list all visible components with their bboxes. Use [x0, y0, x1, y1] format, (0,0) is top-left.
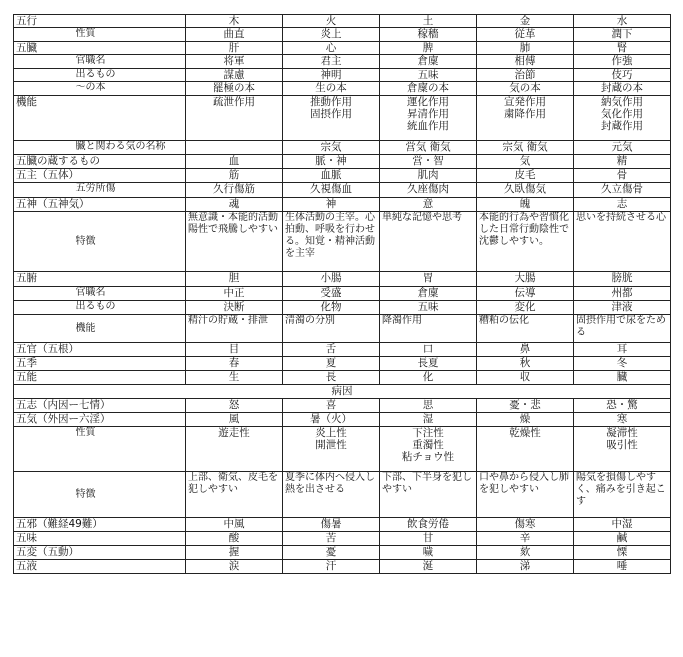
cell: 上部、衛気、皮毛を犯しやすい: [186, 472, 283, 518]
cell: 推動作用 固摂作用: [283, 96, 380, 141]
cell: 凝滞性 吸引性: [574, 427, 671, 472]
table-row: [14, 198, 671, 212]
cell: 久座傷肉: [380, 183, 477, 198]
cell: 怒: [186, 399, 283, 413]
row-sublabel: 官職名: [74, 55, 186, 69]
cell: 秋: [477, 357, 574, 371]
cell: 単純な記憶や思考: [380, 212, 477, 272]
row-label: 五行: [14, 15, 74, 28]
cell: 伎巧: [574, 69, 671, 82]
row-sublabel: 特徴: [74, 212, 186, 272]
cell: 風: [186, 413, 283, 427]
cell: 膀胱: [574, 272, 671, 287]
row-label: 五臓: [14, 42, 74, 55]
row-sublabel: 臓と関わる気の名称: [74, 141, 186, 155]
table-row: [14, 301, 671, 315]
cell: 恐・驚: [574, 399, 671, 413]
cell: 乾燥性: [477, 427, 574, 472]
cell: 精汁の貯蔵・排泄: [186, 315, 283, 343]
cell: 夏: [283, 357, 380, 371]
row-label: 五神（五神気）: [14, 198, 186, 212]
cell: 長夏: [380, 357, 477, 371]
cell: 血: [186, 155, 283, 169]
row-label: 五腑: [14, 272, 74, 287]
table-row: [14, 371, 671, 385]
cell: 辛: [477, 532, 574, 546]
cell: 耳: [574, 343, 671, 357]
row-label: 機能: [14, 96, 74, 141]
cell: 罷極の本: [186, 82, 283, 96]
cell: 生体活動の主宰。心拍動、呼吸を行わせる。知覚・精神活動を主宰: [283, 212, 380, 272]
cell: 陽気を損傷しやすく、痛みを引き起こす: [574, 472, 671, 518]
cell: 暑（火）: [283, 413, 380, 427]
row-sublabel: 出るもの: [74, 69, 186, 82]
cell: 酸: [186, 532, 283, 546]
cell: 炎上: [283, 28, 380, 42]
col-earth: 土: [380, 15, 477, 28]
table-row: [14, 546, 671, 560]
cell: 化物: [283, 301, 380, 315]
table-row: [14, 518, 671, 532]
row-sublabel: 性質: [74, 427, 186, 472]
cell: 君主: [283, 55, 380, 69]
table-row: [14, 472, 671, 518]
cell: 精: [574, 155, 671, 169]
cell: 心: [283, 42, 380, 55]
cell: 胃: [380, 272, 477, 287]
cell: 春: [186, 357, 283, 371]
table-row: [14, 357, 671, 371]
row-label: 五志（内因ー七情）: [14, 399, 186, 413]
cell: 大腸: [477, 272, 574, 287]
cell: 舌: [283, 343, 380, 357]
col-fire: 火: [283, 15, 380, 28]
cell: 涙: [186, 560, 283, 574]
table-row: [14, 532, 671, 546]
cell: 冬: [574, 357, 671, 371]
cell: 伝導: [477, 287, 574, 301]
cell: 長: [283, 371, 380, 385]
cell: 喜: [283, 399, 380, 413]
cell: 魄: [477, 198, 574, 212]
cell: 鹹: [574, 532, 671, 546]
row-label: 五邪（難経49難）: [14, 518, 186, 532]
cell: 封蔵の本: [574, 82, 671, 96]
cell: 燥: [477, 413, 574, 427]
cell: 脾: [380, 42, 477, 55]
cell: 営気 衛気: [380, 141, 477, 155]
cell: 涎: [380, 560, 477, 574]
cell: 収: [477, 371, 574, 385]
cell: 謀慮: [186, 69, 283, 82]
cell: 疏泄作用: [186, 96, 283, 141]
cell: 口: [380, 343, 477, 357]
cell: 皮毛: [477, 169, 574, 183]
cell: 魂: [186, 198, 283, 212]
cell: 臓: [574, 371, 671, 385]
cell: 気: [477, 155, 574, 169]
cell: 倉廩の本: [380, 82, 477, 96]
table-row: [14, 287, 671, 301]
table-row: [14, 560, 671, 574]
cell: 握: [186, 546, 283, 560]
cell: 変化: [477, 301, 574, 315]
cell: 津液: [574, 301, 671, 315]
cell: 倉廩: [380, 287, 477, 301]
row-sublabel: 機能: [74, 315, 186, 343]
table-row: [14, 55, 671, 69]
cell: 倉廩: [380, 55, 477, 69]
row-label: 五変（五動）: [14, 546, 186, 560]
row-sublabel: 特徴: [74, 472, 186, 518]
cell: 五味: [380, 301, 477, 315]
cell: 意: [380, 198, 477, 212]
cell: 受盛: [283, 287, 380, 301]
cell: 小腸: [283, 272, 380, 287]
cell: [186, 141, 283, 155]
cell: 従革: [477, 28, 574, 42]
row-label: 五液: [14, 560, 186, 574]
cell: 曲直: [186, 28, 283, 42]
cell: 涕: [477, 560, 574, 574]
cell: 筋: [186, 169, 283, 183]
cell: 気の本: [477, 82, 574, 96]
cell: 宗気: [283, 141, 380, 155]
cell: 思いを持続させる心: [574, 212, 671, 272]
row-sublabel: 性質: [74, 28, 186, 42]
row-label: 五能: [14, 371, 186, 385]
cell: 作強: [574, 55, 671, 69]
cell: 血脈: [283, 169, 380, 183]
row-sublabel: 官職名: [74, 287, 186, 301]
row-label: 五臓の蔵するもの: [14, 155, 186, 169]
cell: 汗: [283, 560, 380, 574]
col-metal: 金: [477, 15, 574, 28]
cell: 飲食労倦: [380, 518, 477, 532]
cell: 州都: [574, 287, 671, 301]
cell: 欬: [477, 546, 574, 560]
cell: 中湿: [574, 518, 671, 532]
cell: 憂・悲: [477, 399, 574, 413]
cell: 生: [186, 371, 283, 385]
table-row: [14, 69, 671, 82]
cell: 思: [380, 399, 477, 413]
cell: 炎上性 開泄性: [283, 427, 380, 472]
table-row: [14, 272, 671, 287]
cell: 腎: [574, 42, 671, 55]
cell: 決断: [186, 301, 283, 315]
cell: 宣発作用 粛降作用: [477, 96, 574, 141]
cell: 固摂作用で尿をためる: [574, 315, 671, 343]
cell: 鼻: [477, 343, 574, 357]
cell: 慄: [574, 546, 671, 560]
cell: 化: [380, 371, 477, 385]
cell: 久臥傷気: [477, 183, 574, 198]
cell: 噦: [380, 546, 477, 560]
cell: 稼穡: [380, 28, 477, 42]
table-row: [14, 399, 671, 413]
row-sublabel: 五労所傷: [74, 183, 186, 198]
table-row: [14, 343, 671, 357]
row-label: 五季: [14, 357, 186, 371]
cell: 久行傷筋: [186, 183, 283, 198]
cell: 志: [574, 198, 671, 212]
cell: 傷寒: [477, 518, 574, 532]
table-row: [14, 413, 671, 427]
col-water: 水: [574, 15, 671, 28]
row-sublabel: 出るもの: [74, 301, 186, 315]
cell: 中正: [186, 287, 283, 301]
cell: 夏季に体内へ侵入し熱を出させる: [283, 472, 380, 518]
cell: 骨: [574, 169, 671, 183]
cell: 久立傷骨: [574, 183, 671, 198]
table-row: [14, 141, 671, 155]
col-wood: 木: [186, 15, 283, 28]
cell: 中風: [186, 518, 283, 532]
table-row: [14, 28, 671, 42]
cell: 生の本: [283, 82, 380, 96]
cell: 傷暑: [283, 518, 380, 532]
cell: 胆: [186, 272, 283, 287]
row-sublabel: 〜の本: [74, 82, 186, 96]
cell: 納気作用 気化作用 封蔵作用: [574, 96, 671, 141]
cell: 甘: [380, 532, 477, 546]
cell: 肺: [477, 42, 574, 55]
cell: 糟粕の伝化: [477, 315, 574, 343]
table-row: [14, 212, 671, 272]
cell: 治節: [477, 69, 574, 82]
cell: 降濁作用: [380, 315, 477, 343]
cell: 遊走性: [186, 427, 283, 472]
cell: 元気: [574, 141, 671, 155]
cell: 神明: [283, 69, 380, 82]
table-row: [14, 427, 671, 472]
cell: 寒: [574, 413, 671, 427]
cell: 無意識・本能的活動 陽性で飛騰しやすい: [186, 212, 283, 272]
cell: 久視傷血: [283, 183, 380, 198]
table-row: [14, 315, 671, 343]
section-title: 病因: [14, 385, 671, 399]
cell: 五味: [380, 69, 477, 82]
cell: 営・智: [380, 155, 477, 169]
cell: 宗気 衛気: [477, 141, 574, 155]
cell: 清濁の分別: [283, 315, 380, 343]
section-row: [14, 385, 671, 399]
cell: 苦: [283, 532, 380, 546]
cell: 潤下: [574, 28, 671, 42]
table-row: [14, 169, 671, 183]
five-elements-table: [13, 14, 671, 574]
cell: 相傅: [477, 55, 574, 69]
cell: 本能的行為や習慣化した日常行動陰性で沈鬱しやすい。: [477, 212, 574, 272]
cell: 将軍: [186, 55, 283, 69]
table-row: [14, 82, 671, 96]
row-label: 五気（外因ー六淫）: [14, 413, 186, 427]
row-label: 五主（五体）: [14, 169, 186, 183]
table-row: [14, 155, 671, 169]
cell: 脈・神: [283, 155, 380, 169]
table-row: [14, 42, 671, 55]
cell: 下注性 重濁性 粘チョウ性: [380, 427, 477, 472]
table-row: [14, 96, 671, 141]
header-row: [14, 15, 671, 28]
cell: 肌肉: [380, 169, 477, 183]
cell: 目: [186, 343, 283, 357]
cell: 湿: [380, 413, 477, 427]
cell: 神: [283, 198, 380, 212]
table-row: [14, 183, 671, 198]
row-label: 五味: [14, 532, 186, 546]
cell: 口や鼻から侵入し肺を犯しやすい: [477, 472, 574, 518]
cell: 唾: [574, 560, 671, 574]
row-label: 五官（五根）: [14, 343, 186, 357]
cell: 憂: [283, 546, 380, 560]
cell: 肝: [186, 42, 283, 55]
cell: 下部、下半身を犯しやすい: [380, 472, 477, 518]
cell: 運化作用 昇清作用 統血作用: [380, 96, 477, 141]
